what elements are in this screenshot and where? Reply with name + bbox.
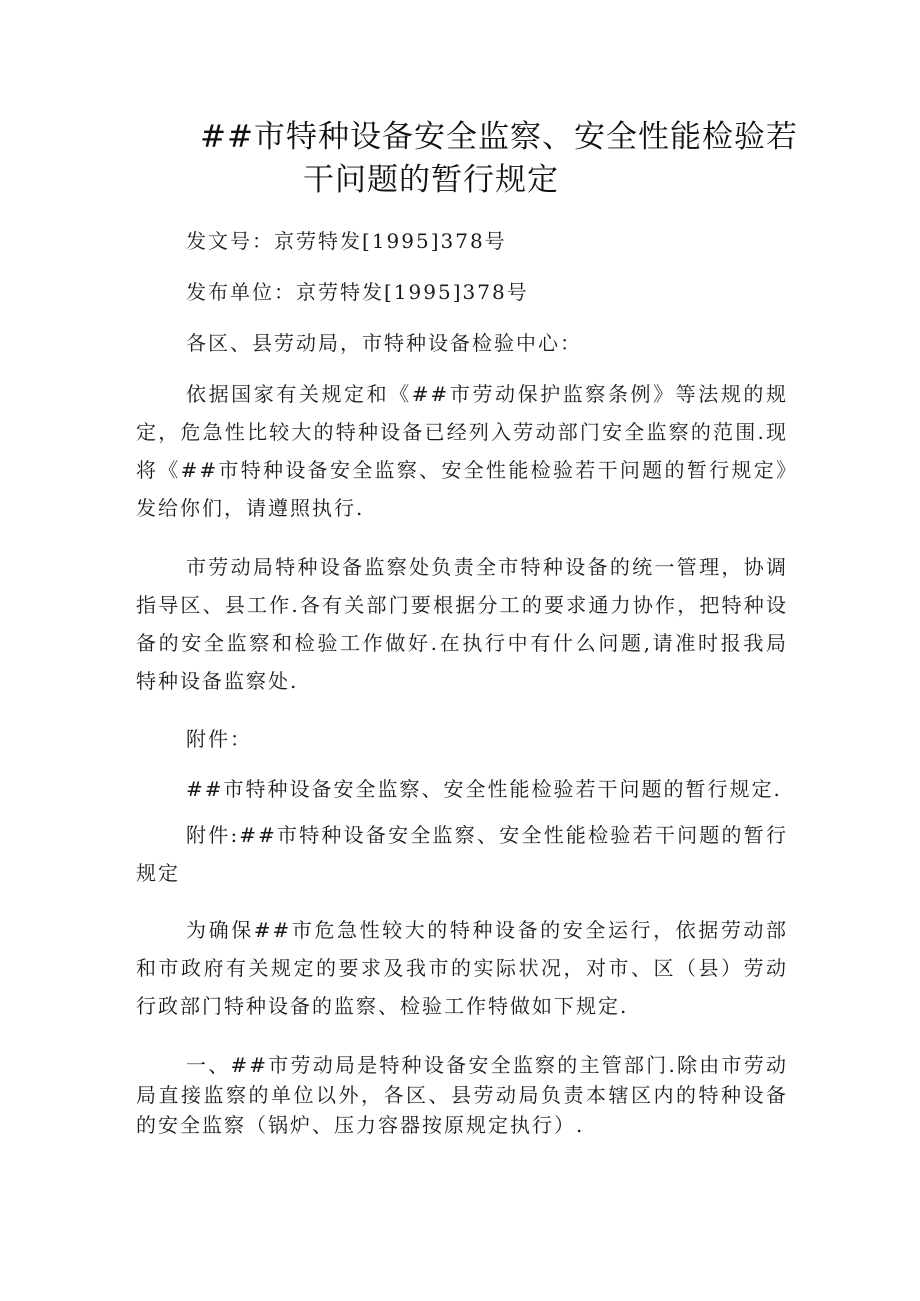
document-title-line-2: 干问题的暂行规定 xyxy=(303,162,559,198)
paragraph-1: 依据国家有关规定和《##市劳动保护监察条例》等法规的规定，危急性比较大的特种设备已经列入劳动部门安全监察的范围.现将《##市特种设备安全监察、安全性能检验若干问题的暂行规定》发给你们，请遵照执行. xyxy=(136,382,788,520)
issuer: 发布单位：京劳特发[1995]378号 xyxy=(186,280,529,304)
doc-number: 发文号：京劳特发[1995]378号 xyxy=(186,229,507,253)
addressee: 各区、县劳动局，市特种设备检验中心： xyxy=(186,331,582,355)
attachment-label: 附件： xyxy=(186,727,252,751)
paragraph-3: 为确保##市危急性较大的特种设备的安全运行，依据劳动部和市政府有关规定的要求及我市的实际状况，对市、区（县）劳动行政部门特种设备的监察、检验工作特做如下规定. xyxy=(136,918,788,1018)
paragraph-4: 一、##市劳动局是特种设备安全监察的主管部门.除由市劳动局直接监察的单位以外，各区、县劳动局负责本辖区内的特种设备的安全监察（锅炉、压力容器按原规定执行）. xyxy=(136,1053,788,1137)
attachment-title: ##市特种设备安全监察、安全性能检验若干问题的暂行规定. xyxy=(186,777,782,801)
attachment-heading: 附件:##市特种设备安全监察、安全性能检验若干问题的暂行规定 xyxy=(136,823,788,885)
paragraph-2: 市劳动局特种设备监察处负责全市特种设备的统一管理，协调指导区、县工作.各有关部门要根据分工的要求通力协作，把特种设备的安全监察和检验工作做好.在执行中有什么问题,请准时报我局特种设备监察处. xyxy=(136,555,788,693)
document-title-line-1: ##市特种设备安全监察、安全性能检验若 xyxy=(200,119,798,155)
